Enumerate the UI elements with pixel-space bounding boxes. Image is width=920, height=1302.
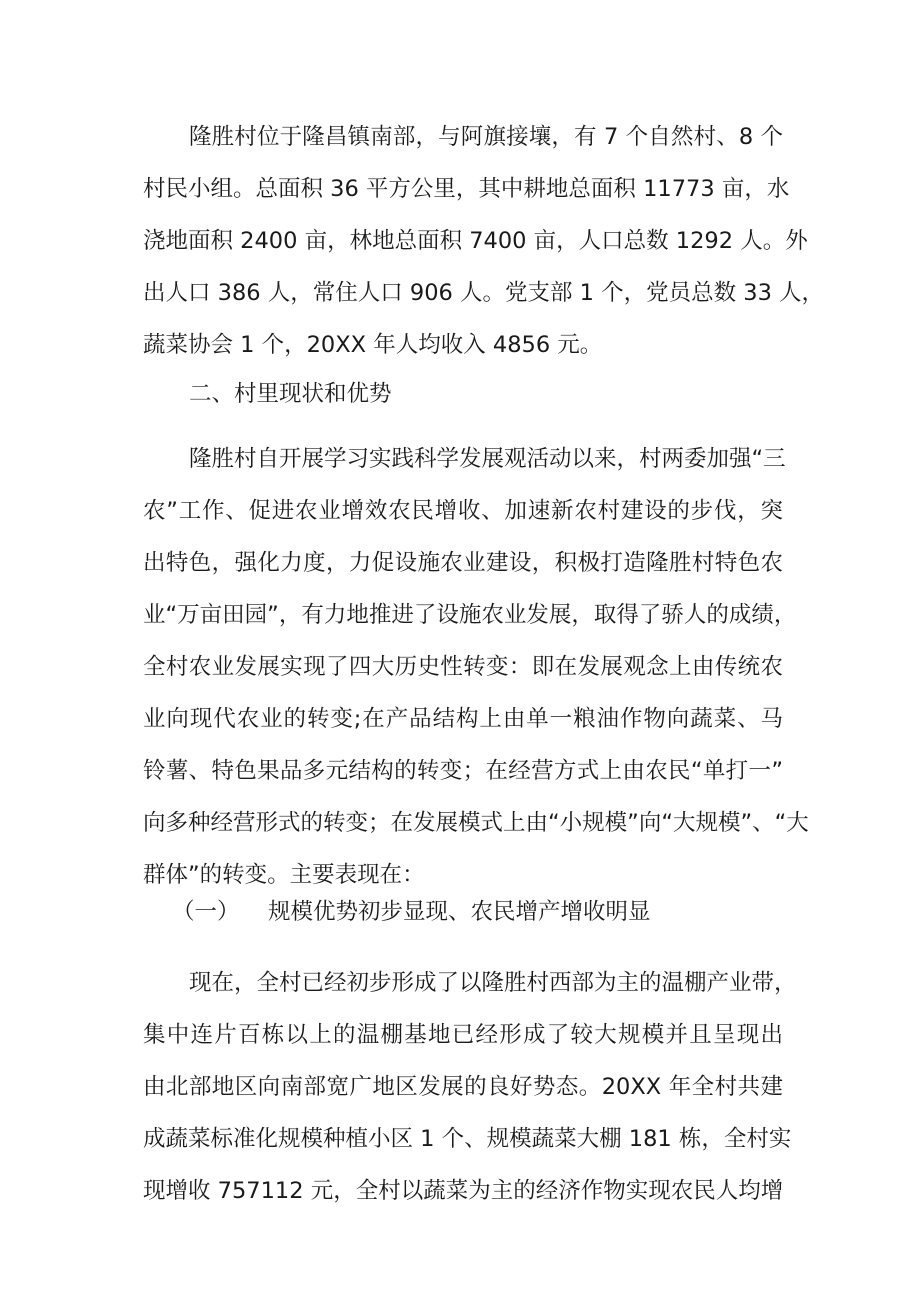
text-line: 由北部地区向南部宽广地区发展的良好势态。20XX 年全村共建 xyxy=(143,1074,783,1100)
subsection-heading-number: （一） xyxy=(172,899,240,925)
text-line: 浇地面积 2400 亩，林地总面积 7400 亩，人口总数 1292 人。外 xyxy=(143,228,808,254)
subsection-heading-title: 规模优势初步显现、农民增产增收明显 xyxy=(268,899,651,925)
text-line: 群体”的转变。主要表现在： xyxy=(143,862,425,888)
text-line: 业向现代农业的转变;在产品结构上由单一粮油作物向蔬菜、马 xyxy=(143,706,783,732)
text-line: 蔬菜协会 1 个，20XX 年人均收入 4856 元。 xyxy=(143,332,603,358)
paragraph-greenhouse-scale xyxy=(143,957,797,1217)
text-line: 村民小组。总面积 36 平方公里，其中耕地总面积 11773 亩，水 xyxy=(143,176,790,202)
text-line: 隆胜村位于隆昌镇南部，与阿旗接壤，有 7 个自然村、8 个 xyxy=(189,124,783,150)
text-line: 出人口 386 人，常住人口 906 人。党支部 1 个，党员总数 33 人， xyxy=(143,280,825,306)
paragraph-village-overview xyxy=(143,111,825,371)
text-line: 全村农业发展实现了四大历史性转变：即在发展观念上由传统农 xyxy=(143,654,783,680)
text-line: 现在，全村已经初步形成了以隆胜村西部为主的温棚产业带， xyxy=(189,970,797,996)
text-line: 现增收 757112 元，全村以蔬菜为主的经济作物实现农民人均增 xyxy=(143,1178,784,1204)
section-heading-status: 二、村里现状和优势 xyxy=(189,381,392,407)
text-line: 农”工作、促进农业增效农民增收、加速新农村建设的步伐，突 xyxy=(143,498,783,524)
text-line: 业“万亩田园”，有力地推进了设施农业发展，取得了骄人的成绩， xyxy=(143,602,797,628)
paragraph-achievements xyxy=(143,433,809,901)
text-line: 隆胜村自开展学习实践科学发展观活动以来，村两委加强“三 xyxy=(189,446,786,472)
text-line: 铃薯、特色果品多元结构的转变；在经营方式上由农民“单打一” xyxy=(143,758,783,784)
text-line: 成蔬菜标准化规模种植小区 1 个、规模蔬菜大棚 181 栋，全村实 xyxy=(143,1126,792,1152)
text-line: 向多种经营形式的转变；在发展模式上由“小规模”向“大规模”、“大 xyxy=(143,810,809,836)
text-line: 出特色，强化力度，力促设施农业建设，积极打造隆胜村特色农 xyxy=(143,550,783,576)
text-line: 集中连片百栋以上的温棚基地已经形成了较大规模并且呈现出 xyxy=(143,1022,783,1048)
